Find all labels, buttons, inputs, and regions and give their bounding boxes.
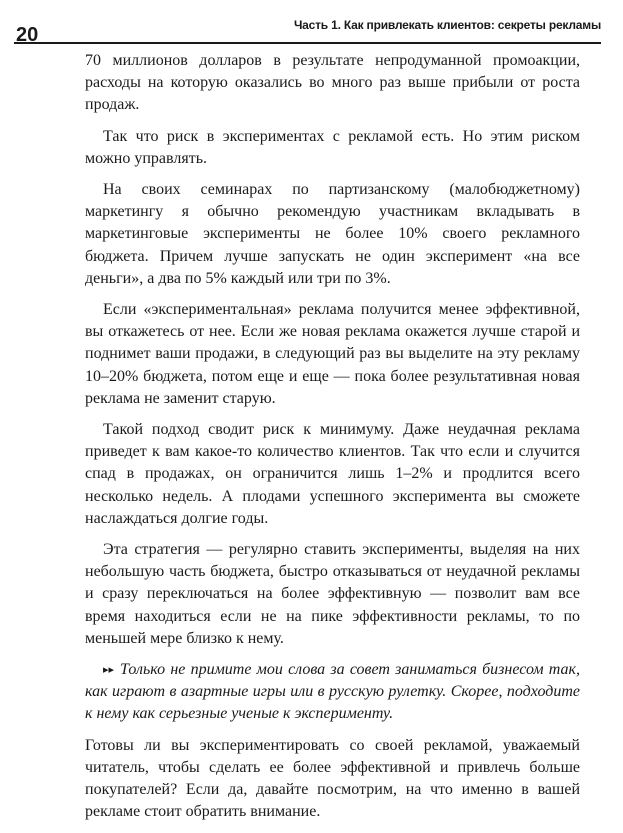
paragraph-2: Так что риск в экспериментах с рекламой есть. Но этим риском можно управлять. (85, 127, 580, 167)
double-arrow-icon: ▸▸ (103, 663, 115, 677)
callout-text: Только не примите мои слова за совет заниматься бизнесом так, как играют в азартные игры или в русскую рулетку. Скорее, подходите к нему как серьезные ученые к эксперименту. (85, 661, 580, 723)
paragraph-1: 70 миллионов долларов в результате непродуманной промоакции, расходы на которую оказались во много раз выше прибыли от роста продаж. (85, 52, 580, 114)
closing-paragraph: Готовы ли вы экспериментировать со своей рекламой, уважаемый читатель, чтобы сделать ее более эффективной и привлечь больше покупателей? Если да, давайте посмотрим, на что именно в вашей рекламе стоит обратить внимание. (85, 736, 580, 821)
page-number: 20 (16, 24, 39, 46)
paragraph-3: На своих семинарах по партизанскому (малобюджетному) маркетингу я обычно рекомендую участникам вкладывать в маркетинговые эксперименты не более 10% своего рекламного бюджета. Причем лучше запускать не один эксперимент «на все деньги», а два по 5% каждый или три по 3%. (85, 181, 580, 287)
page-header (14, 12, 601, 44)
paragraph-6: Эта стратегия — регулярно ставить эксперименты, выделяя на них небольшую часть бюджета, быстро отказываться от неудачной рекламы и сразу переключаться на более эффективную — позволит вам все время находиться если не на пике эффективности рекламы, то по меньшей мере близко к нему. (85, 541, 580, 647)
body-text (85, 50, 580, 833)
callout-note (85, 659, 580, 726)
paragraph-5: Такой подход сводит риск к минимуму. Даже неудачная реклама приведет к вам какое-то количество клиентов. Так что если и случится спад в продажах, он ограничится лишь 1–2% и продлится всего несколько недель. А плодами успешного эксперимента вы сможете наслаждаться долгие годы. (85, 421, 580, 527)
running-head: Часть 1. Как привлекать клиентов: секреты рекламы (293, 18, 601, 32)
paragraph-4: Если «экспериментальная» реклама получится менее эффективной, вы откажетесь от нее. Если же новая реклама окажется лучше старой и поднимет ваши продажи, в следующий раз вы выделите на эту рекламу 10–20% бюджета, потом еще и еще — пока более результативная новая реклама не заменит старую. (85, 301, 580, 407)
